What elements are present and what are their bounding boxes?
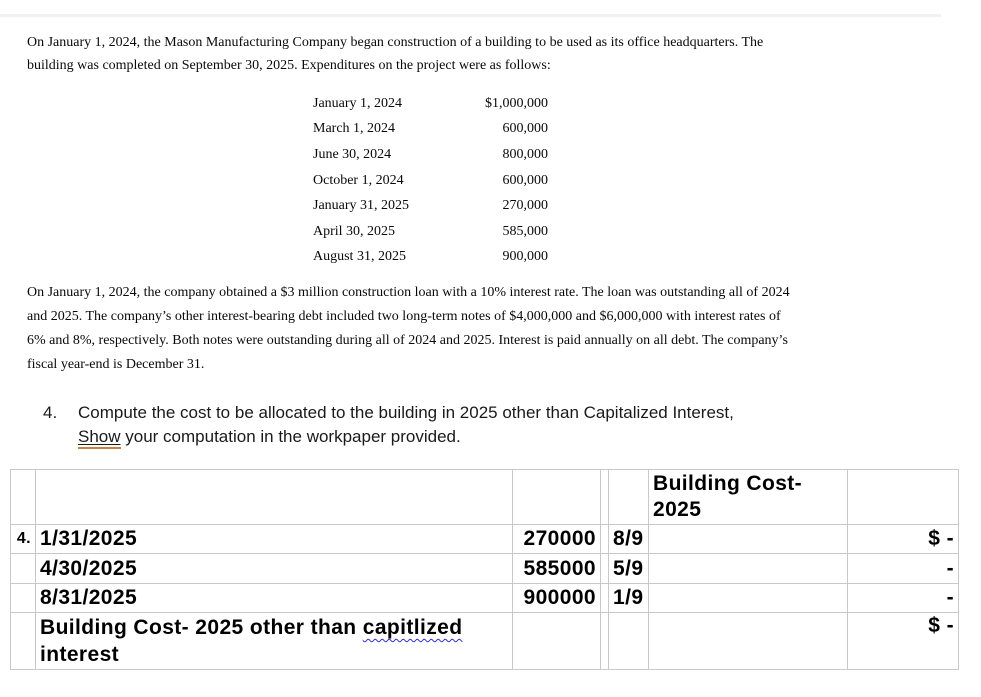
intro-paragraph: [27, 32, 867, 77]
expenditure-row: [313, 168, 548, 194]
amount-cell: 900000: [513, 584, 601, 613]
row-number-cell: 4.: [11, 525, 36, 554]
workpaper-header-row: [11, 470, 959, 525]
fraction-cell: 5/9: [609, 554, 649, 584]
building-cost-header-label: Building Cost-2025: [653, 472, 803, 521]
intro-paragraph-line: building was completed on September 30, 2025. Expenditures on the project were as follows:: [27, 57, 551, 73]
fraction-cell: 8/9: [609, 525, 649, 554]
expenditure-date: March 1, 2024: [313, 121, 396, 137]
expenditure-row: [313, 142, 548, 168]
expenditure-row: [313, 219, 548, 245]
date-cell: 8/31/2025: [36, 584, 513, 613]
expenditure-amount: $1,000,000: [485, 95, 548, 111]
loan-paragraph-line: 6% and 8%, respectively. Both notes were outstanding during all of 2024 and 2025. Interest is paid annually on all debt. The company’s: [27, 333, 788, 348]
expenditure-amount: 585,000: [502, 223, 548, 239]
amount-cell: [513, 613, 601, 670]
row-number-cell: [11, 554, 36, 584]
expenditure-date: January 31, 2025: [313, 198, 410, 214]
building-cost-input-cell[interactable]: [649, 525, 848, 554]
header-cell-empty: [848, 470, 959, 525]
expenditure-row: [313, 117, 548, 143]
grand-total-cell[interactable]: $ -: [848, 613, 959, 670]
expenditure-amount: 900,000: [502, 249, 548, 265]
expenditure-date: August 31, 2025: [313, 249, 406, 265]
date-cell: 4/30/2025: [36, 554, 513, 584]
question-4: [43, 401, 878, 448]
question-line-2: your computation in the workpaper provided.: [120, 426, 461, 446]
spacer-cell: [601, 613, 609, 670]
amount-cell: 585000: [513, 554, 601, 584]
amount-cell: 270000: [513, 525, 601, 554]
intro-paragraph-line: On January 1, 2024, the Mason Manufacturing Company began construction of a building to be used as its office headquarters. The: [27, 35, 764, 50]
question-text: [78, 401, 878, 448]
building-cost-input-cell[interactable]: [649, 554, 848, 584]
question-line-1: Compute the cost to be allocated to the building in 2025 other than Capitalized Interest,: [78, 403, 734, 422]
expenditure-amount: 270,000: [502, 198, 548, 214]
show-underlined-word: Show: [78, 427, 121, 449]
loan-paragraph-line: fiscal year-end is December 31.: [27, 357, 205, 372]
expenditure-amount: 800,000: [502, 146, 548, 162]
header-cell-empty: [36, 470, 513, 525]
misspelled-word: capitlized: [362, 616, 463, 639]
row-number-cell: [11, 613, 36, 670]
row-number-cell: [11, 584, 36, 613]
workpaper-footer-row: [11, 613, 959, 670]
question-number: 4.: [43, 403, 58, 422]
fraction-cell: 1/9: [609, 584, 649, 613]
expenditure-date: April 30, 2025: [313, 223, 396, 239]
expenditure-list: [313, 91, 548, 270]
header-cell-empty: [513, 470, 601, 525]
footer-label-cell: [36, 613, 513, 670]
building-cost-input-cell[interactable]: [649, 613, 848, 670]
total-cell[interactable]: -: [848, 554, 959, 584]
spacer-cell: [601, 525, 609, 554]
total-cell-subtotal-rule[interactable]: -: [848, 584, 959, 613]
loan-paragraph-line: and 2025. The company’s other interest-bearing debt included two long-term notes of $4,000,000 and $6,000,000 with interest rates of: [27, 309, 781, 324]
spacer-cell: [601, 584, 609, 613]
expenditure-date: January 1, 2024: [313, 95, 403, 111]
date-cell: 1/31/2025: [36, 525, 513, 554]
building-cost-input-cell[interactable]: [649, 584, 848, 613]
workpaper-data-row: [11, 525, 959, 554]
total-cell[interactable]: $ -: [848, 525, 959, 554]
loan-paragraph-line: On January 1, 2024, the company obtained a $3 million construction loan with a 10% interest rate. The loan was outstanding all of 2024: [27, 285, 790, 300]
expenditure-amount: 600,000: [502, 172, 548, 188]
workpaper-table: [10, 469, 959, 670]
header-cell-empty: [601, 470, 609, 525]
loan-paragraph: [27, 281, 882, 377]
expenditure-row: [313, 245, 548, 271]
workpaper-data-row: [11, 584, 959, 613]
fraction-cell: [609, 613, 649, 670]
expenditure-date: June 30, 2024: [313, 146, 392, 162]
expenditure-row: [313, 193, 548, 219]
header-cell-empty: [609, 470, 649, 525]
header-cell-building-cost: [649, 470, 848, 525]
expenditure-row: [313, 91, 548, 117]
expenditure-date: October 1, 2024: [313, 172, 404, 188]
workpaper-data-row: [11, 554, 959, 584]
page-section-divider: [0, 14, 941, 17]
header-cell-empty: [11, 470, 36, 525]
footer-label-text: Building Cost- 2025 other than capitlized interest: [40, 616, 463, 666]
expenditure-amount: 600,000: [502, 121, 548, 137]
spacer-cell: [601, 554, 609, 584]
